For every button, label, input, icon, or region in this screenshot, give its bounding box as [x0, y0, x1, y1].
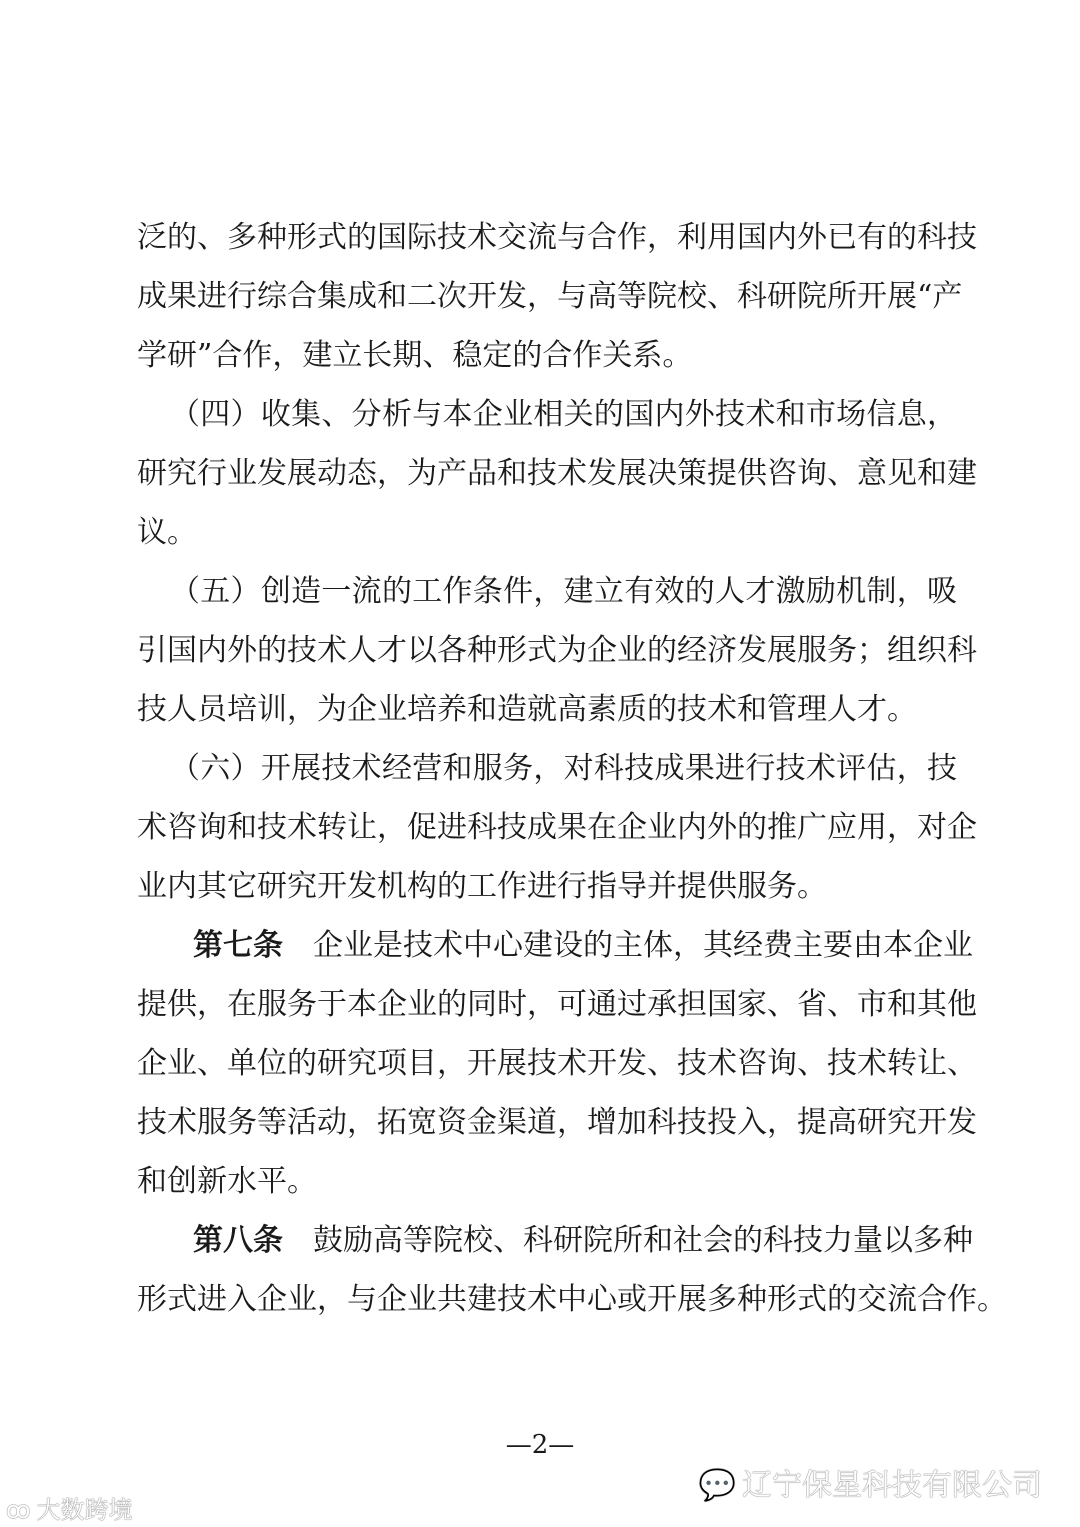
text-line: 形式进入企业，与企业共建技术中心或开展多种形式的交流合作。	[137, 1282, 1007, 1317]
text-line: 学研”合作，建立长期、稳定的合作关系。	[137, 338, 693, 373]
text-line: （六）开展技术经营和服务，对科技成果进行技术评估，技	[170, 751, 957, 786]
article-7-first-line	[193, 926, 973, 966]
text-line: 成果进行综合集成和二次开发，与高等院校、科研院所开展“产	[137, 279, 963, 314]
article-8-label: 第八条	[193, 1223, 283, 1258]
text-line: 提供，在服务于本企业的同时，可通过承担国家、省、市和其他	[137, 987, 977, 1022]
text-line: 技人员培训，为企业培养和造就高素质的技术和管理人才。	[137, 692, 917, 727]
watermark-site: 大数跨境	[36, 1496, 133, 1524]
text-line: 研究行业发展动态，为产品和技术发展决策提供咨询、意见和建	[137, 456, 977, 491]
watermark-account: 辽宁保星科技有限公司	[742, 1468, 1042, 1503]
text-line: 企业是技术中心建设的主体，其经费主要由本企业	[313, 928, 973, 963]
text-line: 技术服务等活动，拓宽资金渠道，增加科技投入，提高研究开发	[137, 1105, 977, 1140]
site-watermark	[6, 1490, 132, 1525]
text-line: 和创新水平。	[137, 1164, 317, 1199]
text-line: 术咨询和技术转让，促进科技成果在企业内外的推广应用，对企	[137, 810, 977, 845]
page-number: —2—	[505, 1430, 575, 1460]
article-8-first-line	[193, 1221, 973, 1261]
text-line: （五）创造一流的工作条件，建立有效的人才激励机制，吸	[170, 574, 957, 609]
text-line: 企业、单位的研究项目，开展技术开发、技术咨询、技术转让、	[137, 1046, 977, 1081]
site-logo-icon: ꝏ	[6, 1496, 31, 1524]
article-7-label: 第七条	[193, 928, 283, 963]
text-line: 引国内外的技术人才以各种形式为企业的经济发展服务；组织科	[137, 633, 977, 668]
text-line: 泛的、多种形式的国际技术交流与合作，利用国内外已有的科技	[137, 220, 977, 255]
text-line: 业内其它研究开发机构的工作进行指导并提供服务。	[137, 869, 827, 904]
wechat-watermark	[699, 1460, 1042, 1504]
text-line: 议。	[137, 515, 197, 550]
text-line: 鼓励高等院校、科研院所和社会的科技力量以多种	[313, 1223, 973, 1258]
text-line: （四）收集、分析与本企业相关的国内外技术和市场信息，	[170, 397, 957, 432]
wechat-icon: 💬	[698, 1468, 736, 1503]
